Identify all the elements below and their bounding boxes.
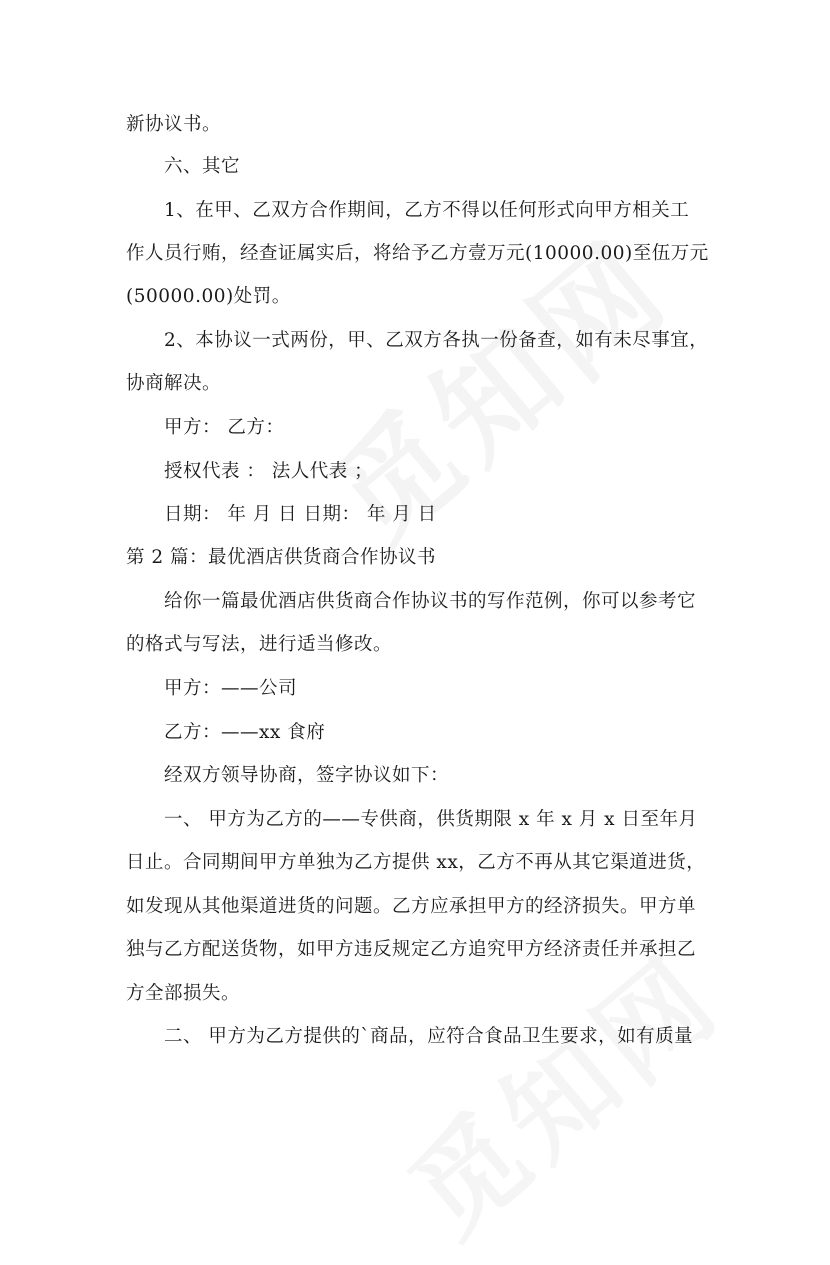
- text-line: 作人员行贿，经查证属实后，将给予乙方壹万元(10000.00)至伍万元: [126, 243, 709, 264]
- text-line: 2、本协议一式两份，甲、乙双方各执一份备查，如有未尽事宜，: [164, 330, 709, 351]
- text-line: 方全部损失。: [126, 983, 241, 1004]
- party-b-line: 乙方：——xx 食府: [164, 722, 326, 743]
- party-a-line: 甲方：——公司: [164, 678, 298, 699]
- clause-line: 一、 甲方为乙方的——专供商，供货期限 x 年 x 月 x 日至年月: [164, 809, 698, 830]
- text-line: 如发现从其他渠道进货的问题。乙方应承担甲方的经济损失。甲方单: [126, 896, 697, 917]
- text-line: 协商解决。: [126, 373, 222, 394]
- representative-line: 授权代表 ： 法人代表 ；: [164, 461, 374, 482]
- text-line: 的格式与写法，进行适当修改。: [126, 634, 393, 655]
- party-line: 甲方： 乙方：: [164, 417, 285, 438]
- text-line: 经双方领导协商，签字协议如下：: [164, 765, 450, 786]
- text-line: (50000.00)处罚。: [126, 286, 291, 307]
- text-line: 1、在甲、乙双方合作期间，乙方不得以任何形式向甲方相关工: [164, 200, 690, 221]
- article-title: 第 2 篇：最优酒店供货商合作协议书: [126, 547, 437, 568]
- clause-line: 二、 甲方为乙方提供的`商品，应符合食品卫生要求，如有质量: [164, 1026, 694, 1047]
- text-line: 给你一篇最优酒店供货商合作协议书的写作范例，你可以参考它: [164, 591, 697, 612]
- text-line: 独与乙方配送货物，如甲方违反规定乙方追究甲方经济责任并承担乙: [126, 939, 697, 960]
- section-heading: 六、其它: [164, 156, 241, 177]
- text-line: 新协议书。: [126, 114, 222, 135]
- text-line: 日止。合同期间甲方单独为乙方提供 xx，乙方不再从其它渠道进货，: [126, 852, 706, 873]
- watermark: [371, 913, 748, 1265]
- date-line: 日期： 年 月 日 日期： 年 月 日: [164, 504, 437, 525]
